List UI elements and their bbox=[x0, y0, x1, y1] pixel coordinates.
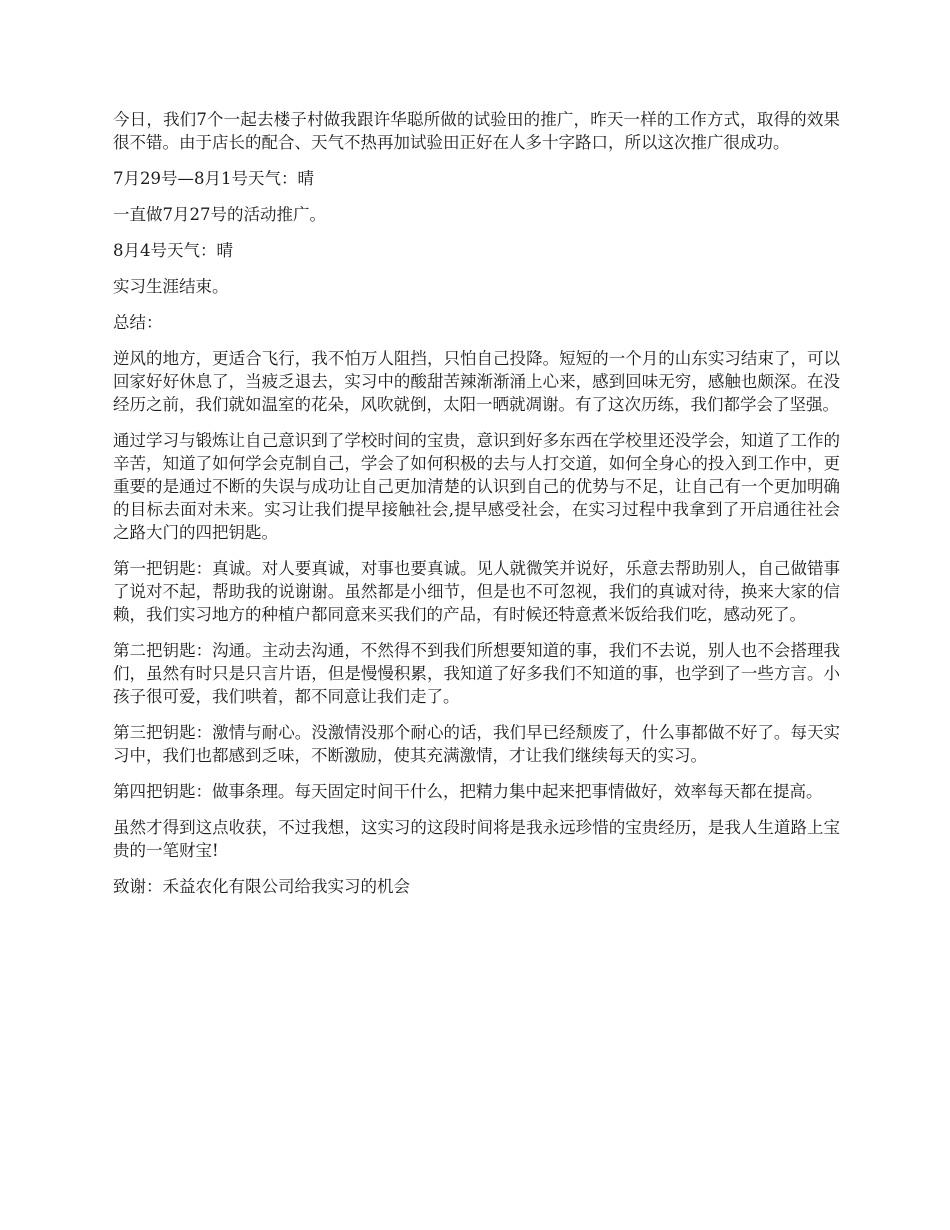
paragraph-key-1: 第一把钥匙：真诚。对人要真诚，对事也要真诚。见人就微笑并说好，乐意去帮助别人，自己做错事了说对不起，帮助我的说谢谢。虽然都是小细节，但是也不可忽视，我们的真诚对待，换来大家的信赖，我们实习地方的种植户都同意来买我们的产品，有时候还特意煮米饭给我们吃，感动死了。 bbox=[113, 559, 840, 624]
paragraph-key-4: 第四把钥匙：做事条理。每天固定时间干什么，把精力集中起来把事情做好，效率每天都在提高。 bbox=[113, 782, 823, 801]
paragraph-summary-heading: 总结： bbox=[113, 313, 163, 332]
document-body bbox=[113, 108, 840, 911]
paragraph-key-2: 第二把钥匙：沟通。主动去沟通，不然得不到我们所想要知道的事，我们不去说，别人也不会搭理我们，虽然有时只是只言片语，但是慢慢积累，我知道了好多我们不知道的事，也学到了一些方言。小孩子很可爱，我们哄着，都不同意让我们走了。 bbox=[113, 641, 840, 706]
paragraph-intro: 今日，我们7个一起去楼子村做我跟许华聪所做的试验田的推广，昨天一样的工作方式，取得的效果很不错。由于店长的配合、天气不热再加试验田正好在人多十字路口，所以这次推广很成功。 bbox=[113, 110, 840, 152]
paragraph-thanks: 致谢：禾益农化有限公司给我实习的机会 bbox=[113, 877, 410, 896]
paragraph-summary-1: 逆风的地方，更适合飞行，我不怕万人阻挡，只怕自己投降。短短的一个月的山东实习结束了，可以回家好好休息了，当疲乏退去，实习中的酸甜苦辣渐渐涌上心来，感到回味无穷，感触也颇深。在没经历之前，我们就如温室的花朵，风吹就倒，太阳一晒就凋谢。有了这次历练，我们都学会了坚强。 bbox=[113, 349, 840, 414]
paragraph-date-jul29: 7月29号—8月1号天气：晴 bbox=[113, 169, 314, 188]
paragraph-key-3: 第三把钥匙：激情与耐心。没激情没那个耐心的话，我们早已经颓废了，什么事都做不好了。每天实习中，我们也都感到乏味，不断激励，使其充满激情，才让我们继续每天的实习。 bbox=[113, 723, 840, 765]
paragraph-end: 实习生涯结束。 bbox=[113, 277, 229, 296]
paragraph-activity: 一直做7月27号的活动推广。 bbox=[113, 205, 326, 224]
paragraph-summary-2: 通过学习与锻炼让自己意识到了学校时间的宝贵，意识到好多东西在学校里还没学会，知道了工作的辛苦，知道了如何学会克制自己，学会了如何积极的去与人打交道，如何全身心的投入到工作中，更重要的是通过不断的失误与成功让自己更加清楚的认识到自己的优势与不足，让自己有一个更加明确的目标去面对未来。实习让我们提早接触社会,提早感受社会，在实习过程中我拿到了开启通往社会之路大门的四把钥匙。 bbox=[113, 431, 840, 542]
paragraph-conclusion: 虽然才得到这点收获，不过我想，这实习的这段时间将是我永远珍惜的宝贵经历，是我人生道路上宝贵的一笔财宝! bbox=[113, 818, 840, 860]
paragraph-date-aug4: 8月4号天气：晴 bbox=[113, 241, 233, 260]
